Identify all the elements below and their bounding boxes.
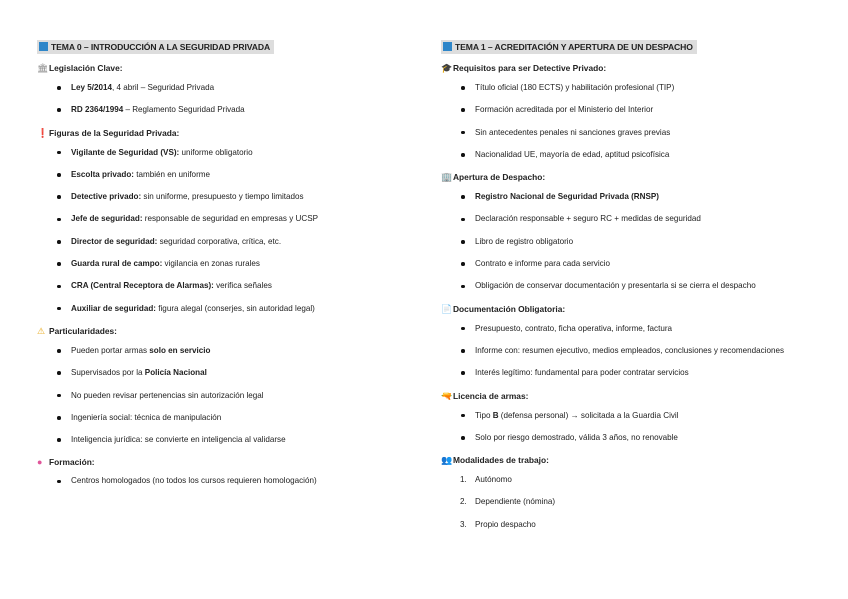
- item-bold: Policía Nacional: [144, 368, 207, 378]
- item-text: sin uniforme, presupuesto y tiempo limitados: [141, 192, 304, 202]
- item-text: Obligación de conservar documentación y presentarla si se cierra el despacho: [475, 281, 756, 291]
- graduation-cap-icon: 🎓: [441, 63, 453, 73]
- list-item: [37, 83, 409, 93]
- item-text: Centros homologados (no todos los cursos requieren homologación): [71, 476, 317, 486]
- item-bold: Escolta privado:: [71, 169, 134, 179]
- bullet-list: [37, 83, 409, 115]
- bullet-list: [37, 148, 409, 314]
- item-text: Informe con: resumen ejecutivo, medios empleados, conclusiones y recomendaciones: [475, 345, 785, 355]
- item-text: Título oficial (180 ECTS) y habilitación profesional (TIP): [475, 83, 675, 92]
- list-item: [37, 304, 409, 314]
- item-text: (defensa personal) → solicitada a la Guardia Civil: [498, 410, 679, 420]
- item-bold: Director de seguridad:: [71, 236, 158, 246]
- exclamation-icon: ❗: [37, 127, 49, 138]
- item-text: verifica señales: [213, 281, 272, 291]
- section-heading: [37, 128, 409, 139]
- item-bold: B: [492, 410, 499, 420]
- list-item: [441, 150, 817, 160]
- list-item: [37, 237, 409, 247]
- section-heading: [441, 455, 817, 466]
- heading-text: Figuras de la Seguridad Privada:: [49, 127, 180, 138]
- item-text: Dependiente (nómina): [475, 497, 556, 507]
- list-item: [37, 435, 409, 445]
- heading-text: Formación:: [49, 457, 95, 468]
- item-bold: solo en servicio: [149, 345, 211, 355]
- list-item: [441, 214, 817, 224]
- item-text: Supervisados por la: [71, 368, 145, 378]
- list-item: [37, 391, 409, 401]
- item-text: seguridad corporativa, crítica, etc.: [157, 236, 282, 246]
- list-item: [441, 324, 817, 334]
- office-building-icon: 🏢: [441, 172, 453, 183]
- section-heading: [37, 457, 409, 467]
- item-bold: CRA (Central Receptora de Alarmas):: [71, 281, 214, 291]
- section-heading: [37, 326, 409, 337]
- item-text: – Reglamento Seguridad Privada: [123, 105, 245, 115]
- title-text: TEMA 1 – ACREDITACIÓN Y APERTURA DE UN DESPACHO: [455, 42, 693, 52]
- item-text: Contrato e informe para cada servicio: [475, 259, 610, 269]
- title-text: TEMA 0 – INTRODUCCIÓN A LA SEGURIDAD PRIVADA: [51, 42, 271, 52]
- item-number: 2.: [460, 497, 467, 507]
- section-heading: [441, 63, 817, 74]
- list-item: [441, 411, 817, 421]
- item-bold: Detective privado:: [71, 192, 142, 202]
- list-item: [441, 520, 817, 530]
- item-number: 1.: [460, 475, 467, 485]
- list-item: [37, 259, 409, 269]
- document-icon: 📄: [441, 303, 453, 314]
- list-item: [37, 148, 409, 158]
- list-item: [441, 83, 817, 93]
- list-item: [37, 192, 409, 202]
- heading-text: Documentación Obligatoria:: [453, 303, 566, 314]
- pistol-icon: 🔫: [441, 390, 453, 401]
- list-item: [441, 128, 817, 138]
- item-bold: Ley 5/2014: [71, 83, 112, 92]
- list-item: [37, 105, 409, 115]
- item-bold: Jefe de seguridad:: [71, 214, 143, 224]
- heading-text: Apertura de Despacho:: [453, 172, 546, 183]
- item-text: No pueden revisar pertenencias sin autorización legal: [71, 390, 264, 400]
- item-text: Presupuesto, contrato, ficha operativa, informe, factura: [475, 323, 673, 333]
- list-item: [441, 368, 817, 378]
- list-item: [37, 281, 409, 291]
- blue-square-icon: [443, 42, 452, 51]
- list-item: [441, 433, 817, 443]
- list-item: [441, 281, 817, 291]
- item-bold: Vigilante de Seguridad (VS):: [71, 147, 180, 157]
- people-icon: 👥: [441, 455, 453, 466]
- item-text: Pueden portar armas: [71, 345, 150, 355]
- item-text: Solo por riesgo demostrado, válida 3 años, no renovable: [475, 432, 678, 442]
- item-text: , 4 abril – Seguridad Privada: [111, 83, 215, 92]
- bullet-list: [441, 192, 817, 291]
- heading-text: Legislación Clave:: [49, 63, 123, 73]
- item-text: responsable de seguridad en empresas y UCSP: [142, 214, 318, 224]
- section-heading: [37, 63, 409, 74]
- bullet-list: [441, 324, 817, 379]
- item-text: Autónomo: [475, 475, 512, 485]
- item-text: Declaración responsable + seguro RC + medidas de seguridad: [475, 214, 701, 224]
- list-item: [441, 192, 817, 202]
- item-bold: Auxiliar de seguridad:: [71, 303, 157, 313]
- heading-text: Particularidades:: [49, 325, 117, 336]
- item-bold: RD 2364/1994: [71, 105, 124, 115]
- bullet-list: [37, 346, 409, 445]
- list-item: [37, 368, 409, 378]
- list-item: [37, 476, 409, 486]
- item-text: Tipo: [475, 410, 493, 420]
- section-heading: [441, 304, 817, 315]
- warning-icon: ⚠: [37, 325, 46, 336]
- list-item: [441, 497, 817, 507]
- section-title: [37, 40, 274, 54]
- list-item: [37, 214, 409, 224]
- item-text: Formación acreditada por el Ministerio del Interior: [475, 105, 654, 115]
- item-text: Propio despacho: [475, 519, 536, 529]
- list-item: [37, 170, 409, 180]
- list-item: [441, 475, 817, 485]
- list-item: [441, 105, 817, 115]
- left-column: [37, 37, 409, 499]
- section-heading: [441, 391, 817, 402]
- list-item: [441, 346, 817, 356]
- section-heading: [441, 172, 817, 183]
- item-text: Nacionalidad UE, mayoría de edad, aptitud psicofísica: [475, 149, 670, 159]
- item-text: Inteligencia jurídica: se convierte en inteligencia al validarse: [71, 435, 286, 445]
- bullet-list: [37, 476, 409, 486]
- bank-icon: 🏛: [37, 63, 49, 73]
- item-text: Libro de registro obligatorio: [475, 236, 574, 246]
- section-title: [441, 40, 697, 54]
- item-text: vigilancia en zonas rurales: [162, 259, 260, 269]
- numbered-list: [441, 475, 817, 530]
- list-item: [441, 259, 817, 269]
- item-text: Ingeniería social: técnica de manipulación: [71, 412, 222, 422]
- item-text: también en uniforme: [133, 169, 211, 179]
- bullet-list: [441, 411, 817, 443]
- brain-icon: ●: [37, 457, 43, 468]
- bullet-list: [441, 83, 817, 160]
- item-text: Sin antecedentes penales ni sanciones graves previas: [475, 127, 671, 137]
- blue-square-icon: [39, 42, 48, 51]
- item-bold: Registro Nacional de Seguridad Privada (RNSP): [475, 192, 659, 202]
- list-item: [37, 413, 409, 423]
- item-text: uniforme obligatorio: [179, 147, 253, 157]
- list-item: [441, 237, 817, 247]
- item-bold: Guarda rural de campo:: [71, 259, 163, 269]
- item-number: 3.: [460, 519, 467, 529]
- list-item: [37, 346, 409, 356]
- right-column: [441, 37, 817, 542]
- item-text: Interés legítimo: fundamental para poder contratar servicios: [475, 368, 689, 378]
- item-text: figura alegal (conserjes, sin autoridad legal): [156, 303, 315, 313]
- heading-text: Requisitos para ser Detective Privado:: [453, 63, 607, 73]
- heading-text: Modalidades de trabajo:: [453, 455, 549, 466]
- heading-text: Licencia de armas:: [453, 390, 529, 401]
